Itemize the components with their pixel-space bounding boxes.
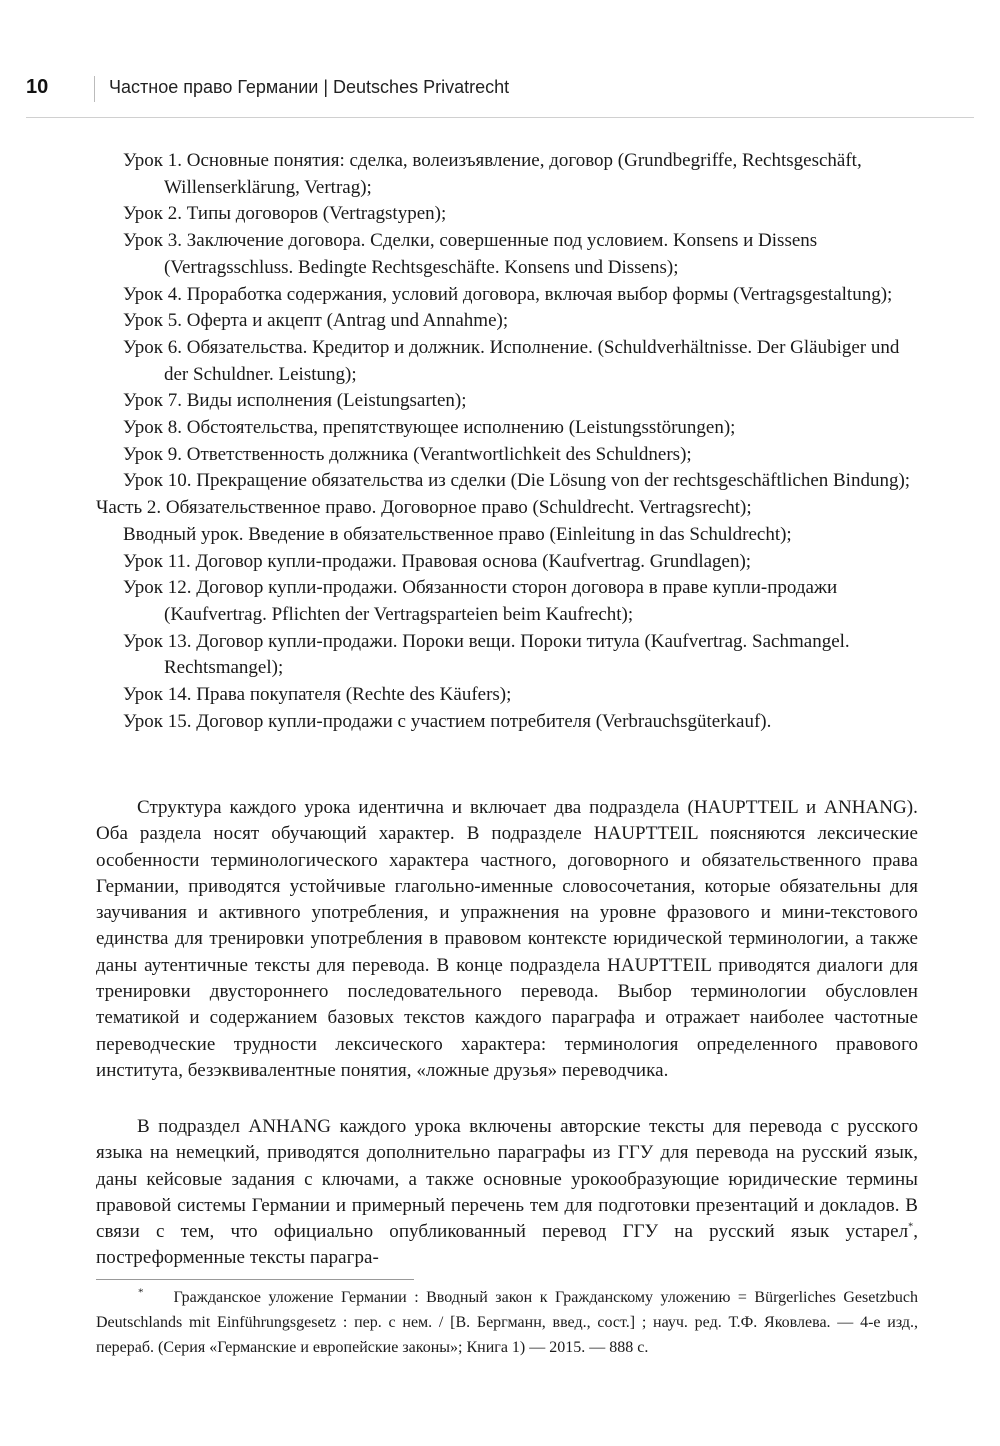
toc-lesson-item: Вводный урок. Введение в обязательственное право (Einleitung in das Schuldrecht);	[123, 523, 792, 545]
toc-lesson-item: Урок 10. Прекращение обязательства из сделки (Die Lösung von der rechtsgeschäftlichen Bindung);	[123, 470, 911, 492]
toc-lesson-item: Урок 11. Договор купли-продажи. Правовая основа (Kaufvertrag. Grundlagen);	[123, 550, 752, 572]
running-title: Частное право Германии | Deutsches Privatrecht	[109, 77, 510, 97]
toc-part-heading: Часть 2. Обязательственное право. Договорное право (Schuldrecht. Vertragsrecht);	[96, 497, 752, 519]
toc-lesson-item: Урок 6. Обязательства. Кредитор и должник. Исполнение. (Schuldverhältnisse. Der Gläubiger und der Schuldner. Leistung);	[123, 336, 900, 385]
page-header	[26, 76, 976, 100]
footnote	[96, 1285, 918, 1360]
body-paragraph-1: Структура каждого урока идентична и включает два подраздела (HAUPTTEIL и ANHANG). Оба раздела носят обучающий характер. В подразделе HAUPTTEIL поясняются лексические особенности терминологического характера частного, договорного и обязательственного права Германии, приводятся устойчивые глагольно-именные словосочетания, которые обязательны для заучивания и активного употребления, и упражнения на уровне фразового и мини-текстового единства для тренировки употребления в правовом контексте юридической терминологии, а также даны аутентичные тексты для перевода. В конце подраздела HAUPTTEIL приводятся диалоги для тренировки двустороннего последовательного перевода. Выбор терминологии обусловлен тематикой и содержанием базовых текстов каждого параграфа и отражает наиболее частотные переводческие трудности лексического характера: терминология определенного правового института, безэквивалентные понятия, «ложные друзья» переводчика.	[96, 797, 918, 1081]
toc-lesson-item: Урок 9. Ответственность должника (Verantwortlichkeit des Schuldners);	[123, 443, 692, 465]
footnote-rule	[96, 1279, 414, 1280]
page-number: 10	[26, 76, 49, 98]
toc-lesson-item: Урок 15. Договор купли-продажи с участием потребителя (Verbrauchsgüterkauf).	[123, 710, 772, 732]
toc-lesson-item: Урок 5. Оферта и акцепт (Antrag und Annahme);	[123, 310, 509, 332]
toc-lesson-item: Урок 4. Проработка содержания, условий договора, включая выбор формы (Vertragsgestaltung);	[123, 283, 893, 305]
paragraph-2-text-start: В подраздел ANHANG каждого урока включены авторские тексты для перевода с русского языка на немецкий, приводятся дополнительно параграфы из ГГУ для перевода на русский язык, даны кейсовые задания с ключами, а также основные урокообразующие юридические термины правовой системы Германии и примерный перечень тем для подготовки презентаций и докладов. В связи с тем, что официально опубликованный перевод ГГУ на русский язык устарел	[96, 1116, 918, 1243]
toc-lesson-item: Урок 8. Обстоятельства, препятствующее исполнению (Leistungsstörungen);	[123, 417, 736, 439]
header-rule	[26, 117, 974, 118]
toc-lesson-item: Урок 13. Договор купли-продажи. Пороки вещи. Пороки титула (Kaufvertrag. Sachmangel. Rechtsmangel);	[123, 630, 850, 679]
paragraph-2-text-end: , постреформенные тексты парагра-	[96, 1221, 918, 1269]
toc-lesson-item: Урок 12. Договор купли-продажи. Обязанности сторон договора в праве купли-продажи (Kaufvertrag. Pflichten der Vertragsparteien beim Kaufrecht);	[123, 577, 838, 625]
footnote-mark: *	[138, 1286, 144, 1299]
toc-lesson-item: Урок 7. Виды исполнения (Leistungsarten);	[123, 390, 467, 412]
footnote-reference-mark: *	[908, 1221, 914, 1233]
header-separator	[94, 76, 95, 102]
toc-lesson-item: Урок 2. Типы договоров (Vertragstypen);	[123, 203, 447, 225]
body-paragraph-2	[96, 1114, 918, 1272]
toc-lesson-item: Урок 14. Права покупателя (Rechte des Käufers);	[123, 684, 512, 706]
toc-lesson-item: Урок 1. Основные понятия: сделка, волеизъявление, договор (Grundbegriffe, Rechtsgeschäft, Willenserklärung, Vertrag);	[123, 150, 862, 198]
toc-lesson-item: Урок 3. Заключение договора. Сделки, совершенные под условием. Konsens и Dissens (Vertragsschluss. Bedingte Rechtsgeschäfte. Konsens und Dissens);	[123, 230, 818, 278]
footnote-text: Гражданское уложение Германии : Вводный закон к Гражданскому уложению = Bürgerliches Gesetzbuch Deutschlands mit Einführungsgesetz : пер. с нем. / [В. Бергманн, введ., сост.] ; науч. ред. Т.Ф. Яковлева. — 4-е изд., перераб. (Серия «Германские и европейские законы»; Книга 1) — 2015. — 888 с.	[96, 1289, 919, 1356]
table-of-contents	[96, 148, 926, 735]
